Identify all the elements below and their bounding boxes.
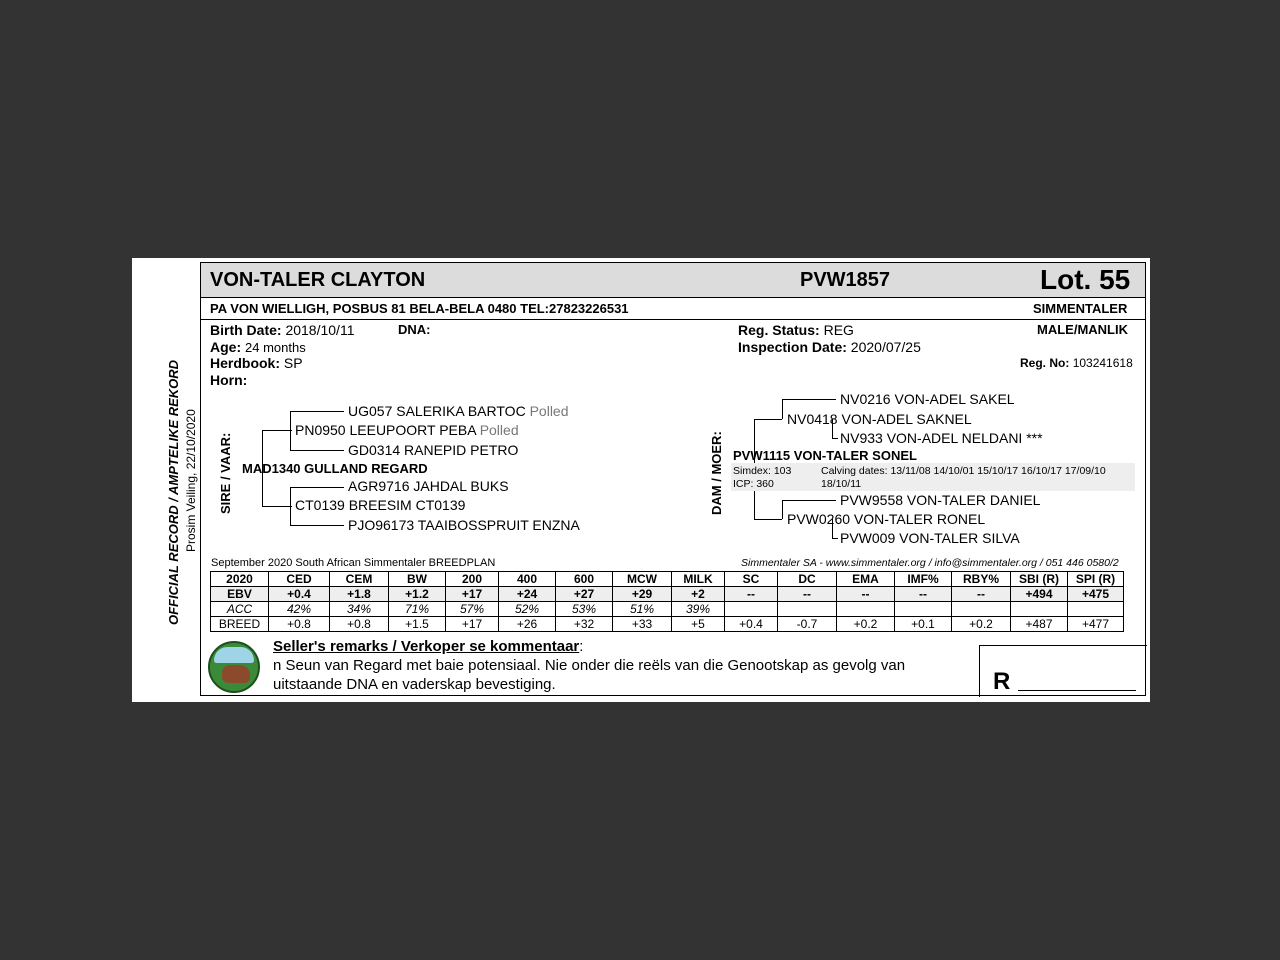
breed-cell: +0.8 — [330, 617, 389, 632]
headers-cell: 600 — [556, 572, 613, 587]
ebv-cell: +494 — [1011, 587, 1068, 602]
ebv-cell: +17 — [446, 587, 499, 602]
headers-cell: CEM — [330, 572, 389, 587]
acc-cell — [952, 602, 1011, 617]
official-record-label: OFFICIAL RECORD / AMPTELIKE REKORD — [166, 359, 181, 625]
sire-sire-dam: GD0314 RANEPID PETRO — [348, 442, 519, 458]
price-currency: R — [993, 668, 1011, 695]
ebv-cell: -- — [725, 587, 778, 602]
sire-name: MAD1340 GULLAND REGARD — [242, 461, 428, 476]
ebv-cell: -- — [952, 587, 1011, 602]
breed-cell: +487 — [1011, 617, 1068, 632]
headers-cell: 400 — [499, 572, 556, 587]
dam-name: PVW1115 VON-TALER SONEL — [733, 448, 917, 463]
breed-label: SIMMENTALER — [1033, 301, 1128, 316]
birth-date: Birth Date: 2018/10/11 — [210, 322, 355, 338]
acc-cell: 53% — [556, 602, 613, 617]
acc-cell — [837, 602, 895, 617]
acc-cell: 42% — [269, 602, 330, 617]
dam-calving: Calving dates: 13/11/08 14/10/01 15/10/17 16/10/17 17/09/10 — [821, 465, 1106, 477]
breed-cell: +0.1 — [895, 617, 952, 632]
remarks: Seller's remarks / Verkoper se kommentaar: n Seun van Regard met baie potensiaal. Nie onder die reëls van die Genootskap as gevolg van uitstaande DNA en vaderskap bevestiging. — [273, 637, 973, 694]
breed-cell: +17 — [446, 617, 499, 632]
remarks-text: n Seun van Regard met baie potensiaal. Nie onder die reëls van die Genootskap as gevolg van uitstaande DNA en vaderskap bevestiging. — [273, 657, 906, 693]
sire-sire: PN0950 LEEUPOORT PEBA Polled — [295, 422, 519, 438]
ebv-cell: +1.8 — [330, 587, 389, 602]
sale-label: Prosim Veiling, 22/10/2020 — [184, 409, 198, 552]
breed-cell: +0.8 — [269, 617, 330, 632]
owner-line: PA VON WIELLIGH, POSBUS 81 BELA-BELA 0480 TEL:27823226531 — [210, 301, 629, 316]
breed-row — [211, 617, 1124, 632]
ebv-cell: +24 — [499, 587, 556, 602]
dam-sire-dam: NV933 VON-ADEL NELDANI *** — [840, 430, 1043, 446]
ebv-cell: EBV — [211, 587, 269, 602]
ebv-header-row — [211, 572, 1124, 587]
breedplan-title: September 2020 South African Simmentaler BREEDPLAN — [211, 557, 496, 569]
breed-cell: +26 — [499, 617, 556, 632]
headers-cell: 200 — [446, 572, 499, 587]
headers-cell: DC — [778, 572, 837, 587]
age: Age: 24 months — [210, 339, 306, 355]
ebv-table — [210, 571, 1124, 632]
dna-label: DNA: — [398, 322, 431, 337]
acc-cell: 52% — [499, 602, 556, 617]
ebv-cell: +27 — [556, 587, 613, 602]
dam-icp: ICP: 360 — [733, 478, 774, 490]
headers-cell: SPI (R) — [1068, 572, 1124, 587]
acc-cell: 57% — [446, 602, 499, 617]
society-logo-icon — [208, 641, 260, 693]
sire-sire-sire: UG057 SALERIKA BARTOC Polled — [348, 403, 569, 419]
acc-cell — [895, 602, 952, 617]
price-line[interactable] — [1018, 690, 1136, 691]
acc-cell: 34% — [330, 602, 389, 617]
breedplan-contact: Simmentaler SA - www.simmentaler.org / info@simmentaler.org / 051 446 0580/2 — [741, 557, 1119, 569]
dam-calving-2: 18/10/11 — [821, 478, 862, 490]
dam-sire: NV0418 VON-ADEL SAKNEL — [787, 411, 972, 427]
reg-no: Reg. No: 103241618 — [1020, 356, 1133, 370]
acc-cell — [725, 602, 778, 617]
sire-dam-sire: AGR9716 JAHDAL BUKS — [348, 478, 509, 494]
headers-cell: BW — [389, 572, 446, 587]
breed-cell: +32 — [556, 617, 613, 632]
ebv-cell: -- — [778, 587, 837, 602]
breed-cell: +477 — [1068, 617, 1124, 632]
herdbook: Herdbook: SP — [210, 355, 303, 371]
acc-cell: 39% — [672, 602, 725, 617]
breed-cell: +5 — [672, 617, 725, 632]
sire-dam-dam: PJO96173 TAAIBOSSPRUIT ENZNA — [348, 517, 580, 533]
acc-cell: ACC — [211, 602, 269, 617]
dam-dam-sire: PVW9558 VON-TALER DANIEL — [840, 492, 1041, 508]
ebv-row — [211, 587, 1124, 602]
acc-cell — [1068, 602, 1124, 617]
breed-cell: +0.2 — [837, 617, 895, 632]
breed-cell: +0.4 — [725, 617, 778, 632]
headers-cell: IMF% — [895, 572, 952, 587]
headers-cell: RBY% — [952, 572, 1011, 587]
ebv-cell: -- — [895, 587, 952, 602]
inspection-date: Inspection Date: 2020/07/25 — [738, 339, 921, 355]
acc-cell: 51% — [613, 602, 672, 617]
headers-cell: SBI (R) — [1011, 572, 1068, 587]
breed-cell: +1.5 — [389, 617, 446, 632]
acc-cell — [778, 602, 837, 617]
headers-cell: MILK — [672, 572, 725, 587]
acc-cell: 71% — [389, 602, 446, 617]
breed-cell: BREED — [211, 617, 269, 632]
sire-dam: CT0139 BREESIM CT0139 — [295, 497, 466, 513]
ebv-cell: +2 — [672, 587, 725, 602]
horn: Horn: — [210, 372, 248, 388]
sire-label: SIRE / VAAR: — [218, 432, 233, 514]
dam-dam-dam: PVW009 VON-TALER SILVA — [840, 530, 1020, 546]
ebv-cell: +1.2 — [389, 587, 446, 602]
headers-cell: EMA — [837, 572, 895, 587]
dam-sire-sire: NV0216 VON-ADEL SAKEL — [840, 391, 1015, 407]
acc-cell — [1011, 602, 1068, 617]
dam-label: DAM / MOER: — [709, 431, 724, 515]
breed-cell: +0.2 — [952, 617, 1011, 632]
ebv-cell: +475 — [1068, 587, 1124, 602]
headers-cell: CED — [269, 572, 330, 587]
ebv-cell: -- — [837, 587, 895, 602]
ebv-cell: +0.4 — [269, 587, 330, 602]
remarks-title: Seller's remarks / Verkoper se kommentaar — [273, 638, 580, 655]
dam-simdex: Simdex: 103 — [733, 465, 792, 477]
headers-cell: 2020 — [211, 572, 269, 587]
headers-cell: MCW — [613, 572, 672, 587]
dam-dam: PVW0260 VON-TALER RONEL — [787, 511, 986, 527]
lot-number: Lot. 55 — [1040, 264, 1131, 295]
breed-cell: +33 — [613, 617, 672, 632]
headers-cell: SC — [725, 572, 778, 587]
animal-name: VON-TALER CLAYTON — [210, 269, 426, 291]
ebv-cell: +29 — [613, 587, 672, 602]
sex: MALE/MANLIK — [1037, 322, 1128, 337]
reg-status: Reg. Status: REG — [738, 322, 854, 338]
breed-cell: -0.7 — [778, 617, 837, 632]
animal-code: PVW1857 — [800, 269, 891, 291]
acc-row — [211, 602, 1124, 617]
